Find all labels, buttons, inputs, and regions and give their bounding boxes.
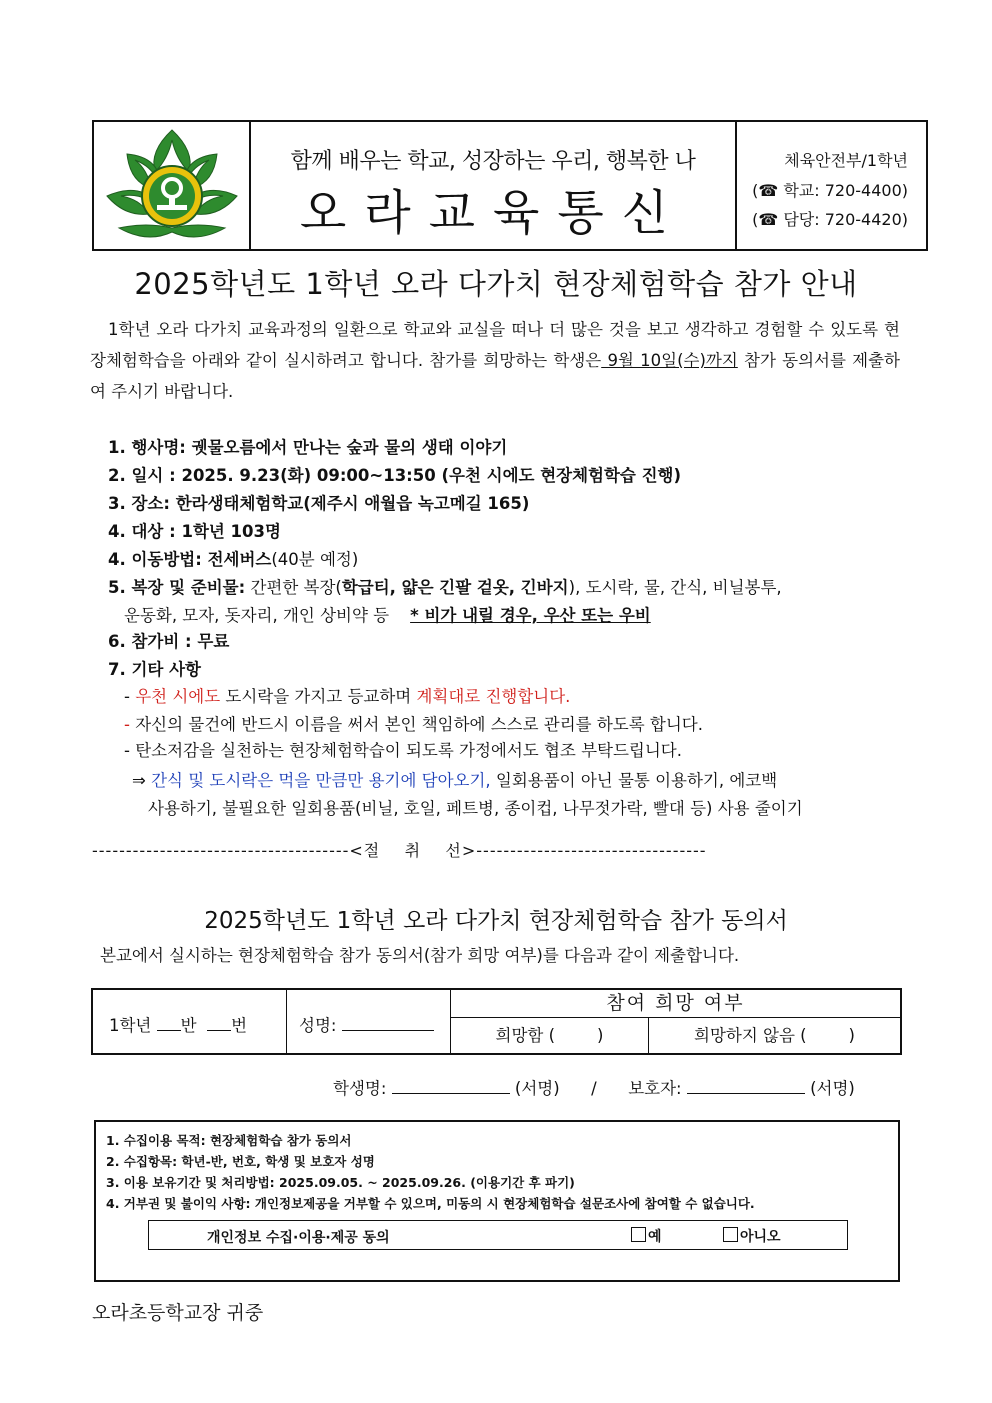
etc-eco [132, 767, 777, 791]
guardian-label: 보호자: [628, 1079, 682, 1098]
item-etc: 7. 기타 사항 [108, 660, 201, 679]
privacy-yes-option[interactable] [631, 1226, 662, 1246]
etc-carbon: - 탄소저감을 실천하는 현장체험학습이 되도록 가정에서도 협조 부탁드립니다. [124, 741, 682, 760]
cut-dashes-right: ---------------------------------- [476, 841, 707, 860]
supplies-text-c: ), 도시락, 물, 간식, 비닐봉투, [568, 578, 782, 597]
etc-dash-red: - [124, 715, 136, 734]
school-motto: 함께 배우는 학교, 성장하는 우리, 행복한 나 [290, 149, 696, 174]
student-sign-mark: (서명) [514, 1079, 560, 1098]
newsletter-header [92, 120, 928, 251]
no-checkbox-icon[interactable] [723, 1227, 738, 1242]
arrow-icon: ⇒ [132, 771, 152, 790]
item-supplies [108, 574, 782, 598]
want-option[interactable]: 희망함 ( ) [451, 1018, 649, 1053]
school-phone: (☎ 학교: 720-4400) [752, 181, 908, 200]
intro-deadline: 9월 10일(수)까지 [601, 351, 738, 370]
privacy-consent-row [148, 1220, 848, 1250]
newsletter-title: 오라교육통신 [299, 185, 687, 241]
notice-intro [90, 314, 900, 407]
cut-label: <절 취 선> [349, 841, 477, 860]
etc-plan-red: 계획대로 진행합니다. [416, 687, 571, 706]
contact-phone: (☎ 담당: 720-4420) [752, 210, 908, 229]
cut-dashes-left: -------------------------------------- [92, 841, 350, 860]
privacy-purpose: 1. 수집이용 목적: 현장체험학습 참가 동의서 [106, 1133, 352, 1148]
yes-label: 예 [648, 1229, 662, 1245]
supplies-line2-text: 운동화, 모자, 돗자리, 개인 상비약 등 [124, 606, 390, 625]
item-fee: 6. 참가비 : 무료 [108, 632, 230, 651]
item-place: 3. 장소: 한라생태체험학교(제주시 애월읍 녹고메길 165) [108, 494, 530, 513]
privacy-consent-label: 개인정보 수집·이용·제공 동의 [207, 1230, 390, 1246]
privacy-no-option[interactable] [723, 1226, 781, 1246]
school-emblem-icon [97, 124, 247, 248]
transport-detail: (40분 예정) [271, 550, 359, 569]
department-label: 체육안전부/1학년 [784, 151, 908, 170]
etc-dash: - [124, 687, 136, 706]
etc-belongings-text: 자신의 물건에 반드시 이름을 써서 본인 책임하에 스스로 관리를 하도록 합니다. [135, 715, 703, 734]
etc-rain-red: 우천 시에도 [135, 687, 221, 706]
item-target: 4. 대상 : 1학년 103명 [108, 522, 281, 541]
intro-end-text: 참가 동의서를 제출하여 주시기 바랍니다. [90, 351, 900, 401]
name-cell [287, 990, 451, 1053]
class-label: 반 [180, 1016, 197, 1035]
etc-eco-blue: 간식 및 도시락은 먹을 만큼만 용기에 담아오기, [151, 771, 491, 790]
item-event-name: 1. 행사명: 궷물오름에서 만나는 숲과 물의 생태 이야기 [108, 438, 508, 457]
rain-note: * 비가 내릴 경우, 우산 또는 우비 [410, 606, 651, 625]
yes-checkbox-icon[interactable] [631, 1227, 646, 1242]
intent-header: 참여 희망 여부 [451, 990, 900, 1018]
addressee: 오라초등학교장 귀중 [92, 1302, 264, 1324]
cut-line [92, 838, 900, 861]
guardian-sign-mark: (서명) [810, 1079, 855, 1098]
header-contact-cell [737, 122, 926, 249]
item-supplies-line2 [124, 602, 651, 626]
class-number-cell [93, 990, 287, 1053]
grade-label: 1학년 [109, 1016, 152, 1035]
etc-belongings [124, 711, 703, 735]
item-date: 2. 일시 : 2025. 9.23(화) 09:00~13:50 (우천 시에도 현장체험학습 진행) [108, 466, 682, 485]
student-name-blank[interactable] [392, 1093, 510, 1094]
consent-form-table [91, 988, 902, 1055]
notice-title: 2025학년도 1학년 오라 다가치 현장체험학습 참가 안내 [134, 267, 858, 301]
name-blank[interactable] [342, 1030, 434, 1031]
supplies-text-a: 간편한 복장( [245, 578, 342, 597]
etc-rain-mid: 도시락을 가지고 등교하며 [220, 687, 417, 706]
privacy-refusal: 4. 거부권 및 불이익 사항: 개인정보제공을 거부할 수 있으며, 미동의 시 현장체험학습 설문조사에 참여할 수 없습니다. [106, 1196, 755, 1211]
guardian-name-blank[interactable] [687, 1093, 805, 1094]
consent-description: 본교에서 실시하는 현장체험학습 참가 동의서(참가 희망 여부)를 다음과 같이 제출합니다. [100, 946, 740, 965]
signature-line [333, 1075, 855, 1099]
consent-title: 2025학년도 1학년 오라 다가치 현장체험학습 참가 동의서 [204, 908, 788, 934]
separator: / [591, 1079, 597, 1098]
item-transport [108, 546, 358, 570]
etc-eco-line2: 사용하기, 불필요한 일회용품(비닐, 호일, 페트병, 종이컵, 나무젓가락, 빨대 등) 사용 줄이기 [148, 799, 803, 818]
student-label: 학생명: [333, 1079, 387, 1098]
header-title-cell [251, 122, 737, 249]
supplies-label: 5. 복장 및 준비물: [108, 578, 246, 597]
not-want-option[interactable]: 희망하지 않음 ( ) [694, 1026, 855, 1045]
transport-label: 4. 이동방법: 전세버스 [108, 550, 272, 569]
number-label: 번 [231, 1016, 248, 1035]
etc-rain [124, 683, 570, 707]
supplies-clothes: 학급티, 얇은 긴팔 겉옷, 긴바지 [341, 578, 569, 597]
privacy-period: 3. 이용 보유기간 및 처리방법: 2025.09.05. ~ 2025.09.26. (이용기간 후 파기) [106, 1175, 575, 1190]
school-logo-cell [94, 122, 251, 249]
privacy-box [94, 1120, 900, 1282]
etc-eco-rest: 일회용품이 아닌 물통 이용하기, 에코백 [490, 771, 778, 790]
name-label: 성명: [299, 1016, 337, 1035]
intro-main-text: 1학년 오라 다가치 교육과정의 일환으로 학교와 교실을 떠나 더 많은 것을 보고 생각하고 경험할 수 있도록 현장체험학습을 아래와 같이 실시하려고 합니다. 참가를 희망하는 학생은 [90, 320, 900, 370]
number-blank[interactable] [207, 1030, 231, 1031]
class-blank[interactable] [157, 1030, 181, 1031]
privacy-items: 2. 수집항목: 학년-반, 번호, 학생 및 보호자 성명 [106, 1154, 375, 1169]
no-label: 아니오 [740, 1229, 781, 1245]
